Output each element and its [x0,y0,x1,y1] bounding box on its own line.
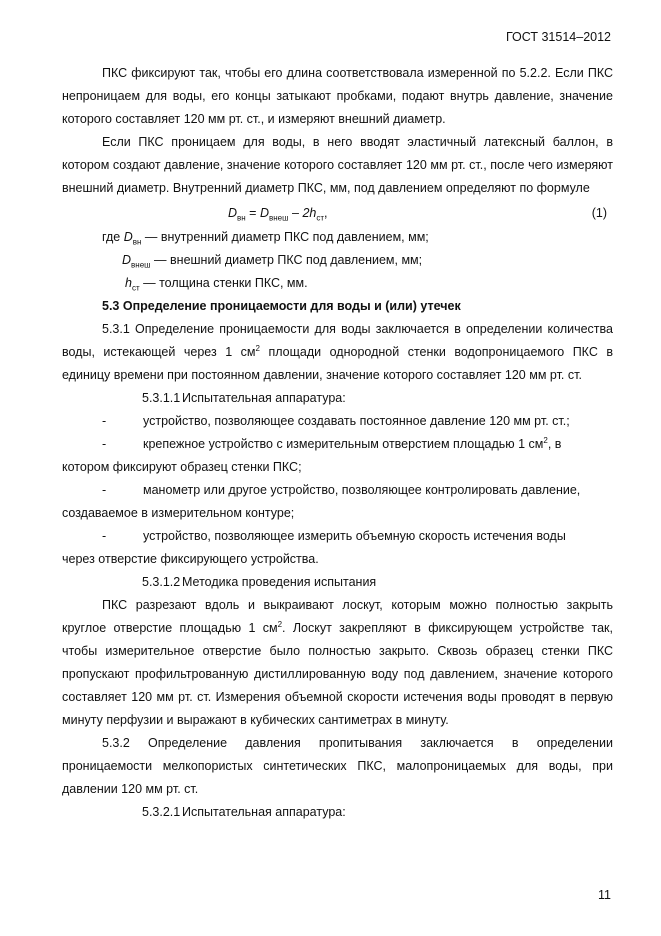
paragraph-5-3-2: 5.3.2 Определение давления пропитывания заключается в определении проницаемости мелкопористых синтетических ПКС, малопроницаемых для воды, при давлении 120 мм рт. ст. [62,736,613,796]
list-item-manometer: - манометр или другое устройство, позволяющее контролировать давление, [102,483,581,497]
paragraph-5-3-1: 5.3.1 Определение проницаемости для воды заключается в определении количества воды, истекающей через 1 $см^2$ площади однородной стенки водопроницаемого ПКС в единицу времени при постоянном давлении, значение которого составляет 120 мм рт. ст. [62,322,614,382]
list-item-fixing-device: - крепежное устройство с измерительным отверстием площадью 1 $см^2$, в [102,435,562,451]
list-item-manometer-cont: создаваемое в измерительном контуре; [62,506,295,520]
paragraph-test-method: ПКС разрезают вдоль и выкраивают лоскут, которым можно полностью закрыть круглое отверстие площадью 1 $см^2$. Лоскут закрепляют в фиксирующем устройстве так, чтобы измерительное отверстие было полностью закрыто. Сквозь образец стенки ПКС пропускают профильтрованную дистиллированную воду под давлением, значение которого составляет 120 мм рт. ст. Измерения объемной скорости истечения воды проводят в первую минуту перфузии и выражают в кубических сантиметрах в минуту. [62,598,613,727]
definition-wall-thickness: $h_{ст}$ — толщина стенки ПКС, мм. [125,276,308,293]
subsection-5-3-1-2: 5.3.1.2 Методика проведения испытания [142,575,377,589]
section-heading-5-3: 5.3 Определение проницаемости для воды и (или) утечек [102,299,461,313]
formula-1 [62,200,613,226]
page-content [62,62,613,824]
list-item-pressure-device: - устройство, позволяющее создавать постоянное давление 120 мм рт. ст.; [102,414,570,428]
list-item-fixing-device-cont: котором фиксируют образец стенки ПКС; [62,460,302,474]
definition-inner-diameter: где $D_{вн}$ — внутренний диаметр ПКС под давлением, мм; [102,230,429,247]
list-item-flow-device-cont: через отверстие фиксирующего устройства. [62,552,319,566]
formula-expression: $D_{вн} = D_{внеш} - 2h_{ст}$, [228,206,328,223]
subsection-5-3-1-1: 5.3.1.1 Испытательная аппаратура: [142,391,346,405]
formula-number: (1) [591,206,607,220]
page-number: 11 [598,888,611,902]
paragraph-permeable: Если ПКС проницаем для воды, в него вводят эластичный латексный баллон, в котором создают давление, значение которого составляет 120 мм рт. ст., после чего измеряют внешний диаметр. Внутренний диаметр ПКС, мм, под давлением определяют по формуле [62,135,613,195]
document-code: ГОСТ 31514–2012 [505,30,611,44]
list-item-flow-device: - устройство, позволяющее измерить объемную скорость истечения воды [102,529,566,543]
definition-outer-diameter: $D_{внеш}$ — внешний диаметр ПКС под давлением, мм; [122,253,423,270]
subsection-5-3-2-1: 5.3.2.1 Испытательная аппаратура: [142,805,346,819]
paragraph-fixation: ПКС фиксируют так, чтобы его длина соответствовала измеренной по 5.2.2. Если ПКС непроницаем для воды, его концы затыкают пробками, подают внутрь давление, значение которого составляет 120 мм рт. ст., и измеряют внешний диаметр. [62,66,613,126]
